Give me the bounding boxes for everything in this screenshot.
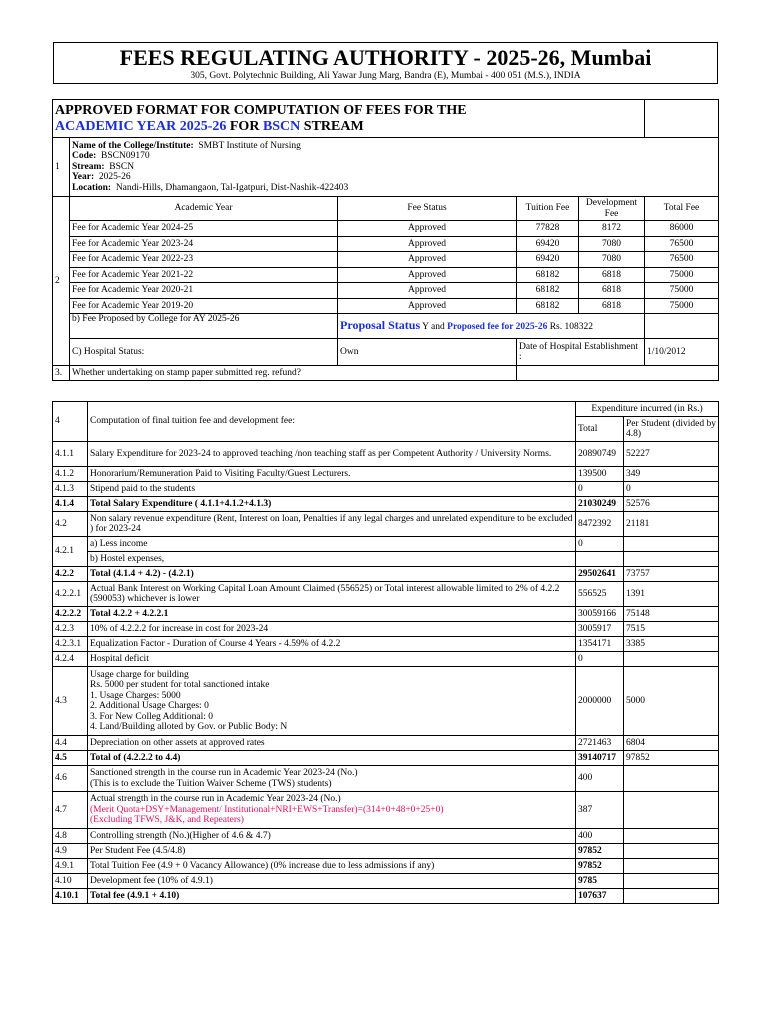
proposed-fee-label: b) Fee Proposed by College for AY 2025-26 bbox=[70, 314, 338, 339]
authority-address: 305, Govt. Polytechnic Building, Ali Yawar Jung Marg, Bandra (E), Mumbai - 400 051 (M.S.), INDIA bbox=[190, 71, 581, 81]
hospital-status-label: C) Hospital Status: bbox=[70, 339, 338, 366]
table-row: 4.2.2.1 Actual Bank Interest on Working Capital Loan Amount Claimed (556525) or Total interest allowable limited to 2% of 4.2.2 (590053) whichever is lower 556525 1391 bbox=[53, 582, 719, 607]
table-row: 4.10.1 Total fee (4.9.1 + 4.10) 107637 bbox=[53, 889, 719, 904]
table-row: 4.1.4 Total Salary Expenditure ( 4.1.1+4.1.2+4.1.3) 21030249 52576 bbox=[53, 497, 719, 512]
table-row: 4.9 Per Student Fee (4.5/4.8) 97852 bbox=[53, 844, 719, 859]
table-row: 4.2.2.2 Total 4.2.2 + 4.2.2.1 30059166 75148 bbox=[53, 607, 719, 622]
table-row: Fee for Academic Year 2020-21 Approved 68182 6818 75000 bbox=[53, 283, 719, 299]
college-details: Name of the College/Institute: SMBT Institute of Nursing Code: BSCN09170 Stream: BSCN Year: 2025-26 Location: Nandi-Hills, Dhamangaon, Tal-Igatpuri, Dist-Nashik-422403 bbox=[70, 138, 719, 197]
college-year: 2025-26 bbox=[98, 172, 131, 183]
header-tuition-fee: Tuition Fee bbox=[517, 197, 579, 221]
table-row: 4.2.3.1 Equalization Factor - Duration of Course 4 Years - 4.59% of 4.2.2 1354171 3385 bbox=[53, 637, 719, 652]
table-row: 4.6 Sanctioned strength in the course run in Academic Year 2023-24 (No.) (This is to exclude the Tuition Waiver Scheme (TWS) students) 400 bbox=[53, 766, 719, 792]
header-total-fee: Total Fee bbox=[645, 197, 719, 221]
table-row: 4.2.2 Total (4.1.4 + 4.2) - (4.2.1) 29502641 73757 bbox=[53, 567, 719, 582]
table-row: 4.9.1 Total Tuition Fee (4.9 + 0 Vacancy Allowance) (0% increase due to less admissions if any) 97852 bbox=[53, 859, 719, 874]
table-row: 4.1.1 Salary Expenditure for 2023-24 to approved teaching /non teaching staff as per Competent Authority / University Norms. 20890749 52227 bbox=[53, 442, 719, 467]
table-row: 4.4 Depreciation on other assets at approved rates 2721463 6804 bbox=[53, 736, 719, 751]
undertaking-question: Whether undertaking on stamp paper submitted reg. refund? bbox=[70, 366, 517, 381]
table-row: 4.10 Development fee (10% of 4.9.1) 9785 bbox=[53, 874, 719, 889]
hospital-date-label: Date of Hospital Establishment : bbox=[517, 339, 645, 366]
table-row: 4.5 Total of (4.2.2.2 to 4.4) 39140717 97852 bbox=[53, 751, 719, 766]
authority-header bbox=[53, 42, 718, 84]
college-location: Nandi-Hills, Dhamangaon, Tal-Igatpuri, Dist-Nashik-422403 bbox=[115, 182, 349, 193]
hospital-date: 1/10/2012 bbox=[645, 339, 719, 366]
section-number: 2 bbox=[53, 197, 70, 366]
header-academic-year: Academic Year bbox=[70, 197, 338, 221]
proposal-status: Proposal Status Y and Proposed fee for 2025-26 Rs. 108322 bbox=[338, 314, 645, 339]
section-number: 1 bbox=[53, 138, 70, 197]
header-development-fee: Development Fee bbox=[579, 197, 645, 221]
table-row: 4.8 Controlling strength (No.)(Higher of 4.6 & 4.7) 400 bbox=[53, 829, 719, 844]
expenditure-header: Expenditure incurred (in Rs.) bbox=[576, 402, 719, 417]
format-line1: APPROVED FORMAT FOR COMPUTATION OF FEES FOR THE bbox=[55, 102, 467, 118]
hospital-status: Own bbox=[338, 339, 517, 366]
table-row: b) Hostel expenses, bbox=[53, 552, 719, 567]
format-line2: ACADEMIC YEAR 2025-26 FOR BSCN STREAM bbox=[55, 118, 364, 134]
table-row: Fee for Academic Year 2021-22 Approved 68182 6818 75000 bbox=[53, 267, 719, 283]
authority-title: FEES REGULATING AUTHORITY - 2025-26, Mumbai bbox=[119, 45, 652, 70]
total-header: Total bbox=[576, 417, 624, 442]
table-row: Fee for Academic Year 2024-25 Approved 77828 8172 86000 bbox=[53, 221, 719, 237]
section-number: 3. bbox=[53, 366, 70, 381]
format-heading bbox=[53, 100, 645, 138]
per-student-header: Per Student (divided by 4.8) bbox=[624, 417, 719, 442]
table-row: 4.7 Actual strength in the course run in Academic Year 2023-24 (No.) (Merit Quota+DSY+Management/ Institutional+NRI+EWS+Transfer)=(314+0+48+0+25+0) (Excluding TFWS, J&K, and Repeaters) 387 bbox=[53, 792, 719, 829]
table-row: 4.2.4 Hospital deficit 0 bbox=[53, 652, 719, 667]
college-code: BSCN09170 bbox=[101, 151, 150, 162]
computation-title: Computation of final tuition fee and development fee: bbox=[88, 402, 576, 442]
table-row: 4.2.3 10% of 4.2.2.2 for increase in cost for 2023-24 3005917 7515 bbox=[53, 622, 719, 637]
table-row: 4.1.3 Stipend paid to the students 0 0 bbox=[53, 482, 719, 497]
table-row: Fee for Academic Year 2023-24 Approved 69420 7080 76500 bbox=[53, 236, 719, 252]
table-row: Fee for Academic Year 2019-20 Approved 68182 6818 75000 bbox=[53, 298, 719, 314]
header-fee-status: Fee Status bbox=[338, 197, 517, 221]
table-row: 4.2.1 a) Less income 0 bbox=[53, 537, 719, 552]
table-row: Fee for Academic Year 2022-23 Approved 69420 7080 76500 bbox=[53, 252, 719, 268]
college-stream: BSCN bbox=[109, 161, 135, 172]
table-row: 4.2 Non salary revenue expenditure (Rent, Interest on loan, Penalties if any legal charges and unrelated expenditure to be excluded ) for 2023-24 8472392 21181 bbox=[53, 512, 719, 537]
section-number: 4 bbox=[53, 402, 88, 442]
college-info-table bbox=[52, 99, 719, 381]
table-row: 4.1.2 Honorarium/Remuneration Paid to Visiting Faculty/Guest Lecturers. 139500 349 bbox=[53, 467, 719, 482]
table-row: 4.3 Usage charge for building Rs. 5000 per student for total sanctioned intake 1. Usage Charges: 5000 2. Additional Usage Charges: 0 3. For New Colleg Additional: 0 4. Land/Building alloted by Gov. or Public Body: N 2000000 5000 bbox=[53, 667, 719, 736]
fee-computation-table bbox=[52, 401, 719, 904]
college-name: SMBT Institute of Nursing bbox=[198, 140, 301, 151]
